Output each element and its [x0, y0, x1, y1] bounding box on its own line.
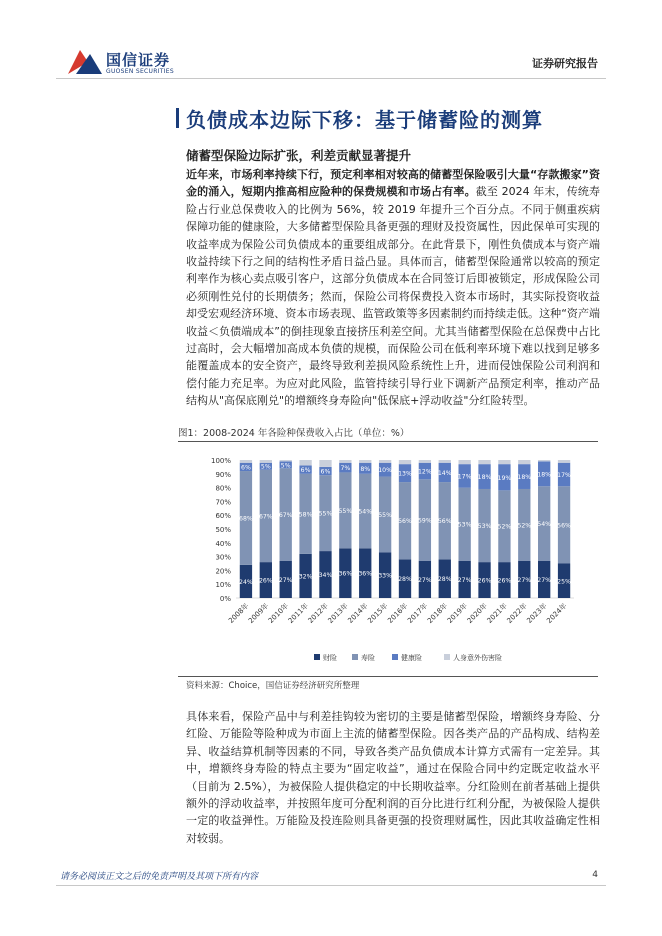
y-tick-label: 80%	[215, 484, 231, 493]
logo-english: GUOSEN SECURITIES	[106, 68, 175, 75]
data-label: 10%	[378, 467, 393, 475]
x-tick-label: 2023年	[525, 601, 549, 625]
data-label: 68%	[239, 515, 253, 523]
bar-segment	[319, 460, 331, 467]
data-label: 26%	[258, 577, 273, 585]
data-label: 55%	[378, 512, 393, 520]
figure-source: 资料来源：Choice，国信证券经济研究所整理	[186, 681, 360, 691]
bar-segment	[379, 460, 391, 463]
bar-segment	[399, 460, 411, 464]
legend-label: 寿险	[361, 654, 375, 662]
data-label: 25%	[557, 578, 571, 586]
legend-swatch	[392, 654, 398, 660]
y-tick-label: 70%	[215, 498, 231, 507]
data-label: 67%	[258, 513, 273, 521]
body-paragraph-2: 具体来看，保险产品中与利差挂钩较为密切的主要是储蓄型保险，增额终身寿险、分红险、万能险等险种成为市面上主流的储蓄型保险。因各类产品的产品构成、结构差异、收益结算机制等因素的不同，导致各类产品负债成本计算方式需有一定差异。其中，增额终身寿险的特点主要为“固定收益”，通过在保险合同中约定既定收益水平（目前为 2.5%），为被保险人提供稳定的中长期收益率。分红险则在前者基础上提供额外的浮动收益率，并按照年度可分配利润的百分比进行红利分配，为被保险人提供一定的收益弹性。万能险及投连险则具备更强的投资理财属性，因此其收益确定性相对较弱。	[186, 710, 600, 845]
data-label: 36%	[338, 570, 353, 578]
data-label: 53%	[477, 523, 492, 531]
x-tick-label: 2021年	[485, 601, 509, 625]
data-label: 18%	[477, 474, 492, 482]
y-tick-label: 50%	[215, 526, 231, 534]
data-label: 26%	[477, 577, 492, 585]
legend-label: 人身意外伤害险	[453, 654, 502, 662]
bar-segment	[439, 460, 451, 463]
data-label: 33%	[378, 572, 393, 580]
data-label: 32%	[298, 573, 313, 581]
data-label: 56%	[557, 522, 571, 530]
legend-swatch	[314, 654, 320, 660]
x-tick-label: 2010年	[266, 601, 291, 625]
x-tick-label: 2008年	[227, 601, 251, 625]
data-label: 17%	[557, 471, 571, 479]
data-label: 55%	[338, 507, 353, 515]
y-tick-label: 100%	[210, 457, 231, 465]
bar-segment	[478, 460, 490, 464]
section-title: 负债成本边际下移：基于储蓄险的测算	[186, 108, 543, 132]
bar-segment	[558, 460, 570, 463]
data-label: 24%	[239, 578, 253, 586]
legend-swatch	[352, 654, 358, 660]
footer-disclaimer: 请务必阅读正文之后的免责声明及其项下所有内容	[60, 872, 259, 882]
data-label: 17%	[457, 473, 472, 481]
data-label: 27%	[537, 576, 552, 584]
data-label: 59%	[417, 517, 432, 525]
data-label: 53%	[457, 521, 472, 529]
data-label: 6%	[300, 467, 311, 475]
paragraph-1-lead: 近年来，市场利率持续下行，预定利率相对较高的储蓄型保险吸引大量“存款搬家”资金的涌入，短期内推高相应险种的保费规模和市场占有率。	[186, 168, 600, 199]
data-label: 28%	[437, 576, 452, 584]
data-label: 26%	[497, 577, 512, 585]
data-label: 67%	[278, 512, 293, 520]
x-tick-label: 2022年	[505, 601, 529, 625]
data-label: 27%	[517, 576, 532, 584]
data-label: 58%	[298, 511, 313, 519]
x-tick-label: 2013年	[326, 601, 350, 625]
report-type: 证券研究报告	[532, 57, 598, 70]
x-tick-label: 2014年	[346, 601, 370, 625]
x-tick-label: 2011年	[286, 601, 311, 625]
body-paragraph-1	[186, 166, 600, 410]
y-tick-label: 10%	[215, 581, 231, 590]
data-label: 54%	[537, 520, 552, 528]
bar-segment	[260, 460, 272, 463]
bar-segment	[359, 460, 371, 463]
x-tick-label: 2015年	[366, 601, 390, 625]
bar-segment	[339, 460, 351, 463]
x-tick-label: 2016年	[386, 601, 410, 625]
data-label: 8%	[360, 465, 371, 473]
data-label: 6%	[241, 464, 251, 472]
x-tick-label: 2009年	[247, 601, 271, 625]
y-tick-label: 40%	[215, 539, 231, 548]
bar-segment	[538, 460, 550, 461]
bar-segment	[240, 460, 252, 463]
data-label: 55%	[318, 510, 333, 518]
figure-caption: 图1：2008-2024 年各险种保费收入占比（单位：%）	[178, 428, 410, 439]
footer-divider	[56, 885, 606, 886]
x-tick-label: 2020年	[465, 601, 489, 625]
data-label: 52%	[497, 523, 512, 531]
y-tick-label: 90%	[215, 470, 231, 479]
legend-swatch	[444, 654, 450, 660]
data-label: 56%	[398, 518, 412, 526]
bar-segment	[498, 460, 510, 464]
data-label: 52%	[517, 522, 532, 530]
figure-bottom-rule	[178, 676, 598, 677]
y-tick-label: 30%	[215, 553, 231, 562]
title-accent-bar	[176, 108, 179, 128]
legend-label: 健康险	[401, 654, 422, 662]
page-number: 4	[592, 870, 598, 880]
bar-segment	[280, 460, 292, 461]
data-label: 27%	[457, 576, 472, 584]
data-label: 7%	[340, 465, 351, 473]
data-label: 34%	[318, 572, 333, 580]
data-label: 13%	[398, 470, 412, 478]
data-label: 5%	[280, 462, 291, 470]
x-tick-label: 2019年	[445, 601, 470, 625]
section-subtitle: 储蓄型保险边际扩张，利差贡献显著提升	[186, 148, 412, 163]
bar-segment	[458, 460, 470, 464]
data-label: 6%	[320, 468, 331, 476]
data-label: 18%	[537, 471, 552, 479]
x-tick-label: 2012年	[306, 601, 330, 625]
data-label: 12%	[417, 468, 432, 476]
data-label: 27%	[417, 576, 432, 584]
data-label: 54%	[358, 508, 373, 516]
stacked-bar-chart	[186, 446, 598, 672]
data-label: 28%	[398, 576, 412, 584]
data-label: 19%	[497, 474, 512, 482]
paragraph-1-body: 截至 2024 年末，传统寿险占行业总保费收入的比例为 56%，较 2019 年提升三个百分点。不同于侧重疾病保障功能的健康险，大多储蓄型保险具备更强的理财及投资属性，因此保单可实现的收益率成为保险公司负债成本的重要组成部分。在此背景下，刚性负债成本与资产端收益持续下行之间的结构性矛盾日益凸显。具体而言，储蓄型保险通常以较高的预定利率作为核心卖点吸引客户，这部分负债成本在合同签订后即被锁定，形成保险公司必须刚性兑付的长期债务；然而，保险公司将保费投入资本市场时，其实际投资收益却受宏观经济环境、资本市场表现、监管政策等多因素制约而持续走低。这种“资产端收益＜负债端成本”的倒挂现象直接挤压利差空间。尤其当储蓄型保险在总保费中占比过高时，会大幅增加高成本负债的规模，而保险公司在低利率环境下难以找到足够多能覆盖成本的安全资产，最终导致利差损风险系统性上升，进而侵蚀保险公司利润和偿付能力充足率。为应对此风险，监管持续引导行业下调新产品预定利率，推动产品结构从"高保底刚兑"的增额终身寿险向"低保底+浮动收益"分红险转型。	[186, 185, 600, 408]
figure-top-rule	[178, 441, 598, 442]
y-tick-label: 60%	[215, 512, 231, 521]
x-tick-label: 2017年	[406, 601, 430, 625]
bar-segment	[518, 460, 530, 464]
x-tick-label: 2018年	[425, 601, 450, 625]
data-label: 18%	[517, 474, 532, 482]
legend-label: 财险	[323, 654, 337, 662]
company-logo	[66, 44, 106, 78]
bar-segment	[419, 460, 431, 463]
data-label: 14%	[437, 469, 452, 477]
data-label: 27%	[278, 576, 293, 584]
x-tick-label: 2024年	[545, 601, 569, 625]
bar-segment	[299, 460, 311, 466]
logo-name: 国信证券	[106, 51, 171, 69]
y-tick-label: 0%	[219, 595, 231, 603]
data-label: 36%	[358, 570, 373, 578]
data-label: 56%	[437, 518, 452, 526]
data-label: 5%	[260, 463, 271, 471]
y-tick-label: 20%	[215, 567, 231, 576]
header-divider	[56, 78, 606, 79]
